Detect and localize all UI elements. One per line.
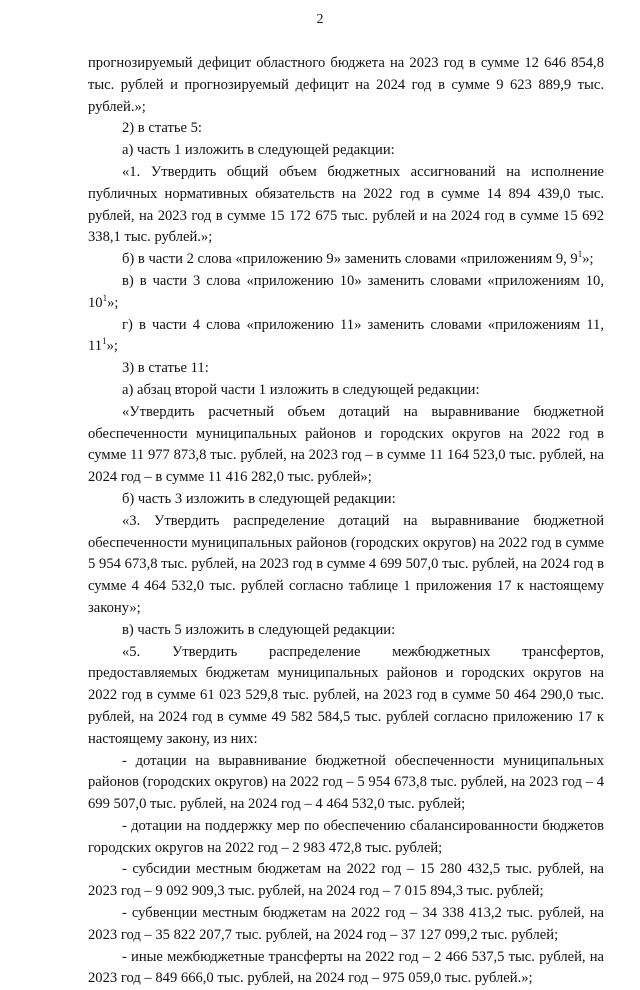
paragraph-article-11-part-b: б) часть 3 изложить в следующей редакции: — [122, 490, 396, 507]
paragraph-article-11-part-v: в) часть 5 изложить в следующей редакции: — [122, 621, 396, 638]
paragraph-article-5-heading: 2) в статье 5: — [122, 120, 202, 137]
paragraph-article-11-part-a: а) абзац второй части 1 изложить в следующей редакции: — [122, 381, 480, 398]
superscript: 1 — [102, 336, 107, 347]
paragraph-article-5-part-v — [88, 271, 604, 315]
list-item-dotations-balance: - дотации на поддержку мер по обеспечению сбалансированности бюджетов городских округов на 2022 год – 2 983 472,8 тыс. рублей; — [88, 817, 604, 856]
paragraph-article-11-part-v-text: «5. Утвердить распределение межбюджетных трансфертов, предоставляемых бюджетам муниципальных районов и городских округов на 2022 год в сумме 61 023 529,8 тыс. рублей, на 2023 год в сумме 50 464 290,0 тыс. рублей, на 2024 год в сумме 49 582 584,5 тыс. рублей согласно приложению 17 к настоящему закону, из них: — [88, 643, 604, 747]
paragraph-text: »; — [106, 338, 118, 355]
page-number: 2 — [316, 12, 324, 27]
list-item-dotations-equalization: - дотации на выравнивание бюджетной обеспеченности муниципальных районов (городских округов) на 2022 год – 5 954 673,8 тыс. рублей, на 2023 год – 4 699 507,0 тыс. рублей, на 2024 год – 4 464 532,0 тыс. рублей; — [88, 752, 604, 813]
superscript: 1 — [577, 249, 583, 260]
paragraph-article-11-heading: 3) в статье 11: — [122, 360, 209, 377]
paragraph-article-5-part-a: а) часть 1 изложить в следующей редакции: — [122, 142, 395, 159]
paragraph-article-5-part-b — [88, 249, 604, 271]
superscript: 1 — [102, 292, 108, 303]
list-item-subsidies: - субсидии местным бюджетам на 2022 год – 15 280 432,5 тыс. рублей, на 2023 год – 9 092 909,3 тыс. рублей, на 2024 год – 7 015 894,3 тыс. рублей; — [88, 861, 604, 900]
list-item-other-transfers: - иные межбюджетные трансферты на 2022 год – 2 466 537,5 тыс. рублей, на 2023 год – 849 666,0 тыс. рублей, на 2024 год – 975 059,0 тыс. рублей.»; — [88, 948, 604, 987]
paragraph-article-5-part-1-text: «1. Утвердить общий объем бюджетных ассигнований на исполнение публичных нормативных обязательств на 2022 год в сумме 14 894 439,0 тыс. рублей, на 2023 год в сумме 15 172 675 тыс. рублей и на 2024 год в сумме 15 692 338,1 тыс. рублей.»; — [88, 163, 604, 246]
paragraph-article-5-part-g — [88, 315, 604, 359]
paragraph-article-11-part-a-text: «Утвердить расчетный объем дотаций на выравнивание бюджетной обеспеченности муниципальных районов и городских округов на 2022 год в сумме 11 977 873,8 тыс. рублей, на 2023 год – в сумме 11 164 523,0 тыс. рублей, на 2024 год – в сумме 11 416 282,0 тыс. рублей»; — [88, 403, 604, 486]
paragraph-text: »; — [582, 251, 594, 268]
paragraph-text: в) в части 3 слова «приложению 10» заменить словами «приложениям 10, 10 — [88, 272, 604, 311]
paragraph-article-11-part-b-text: «3. Утвердить распределение дотаций на выравнивание бюджетной обеспеченности муниципальных районов (городских округов) на 2022 год в сумме 5 954 673,8 тыс. рублей, на 2023 год в сумме 4 699 507,0 тыс. рублей, на 2024 год в сумме 4 464 532,0 тыс. рублей согласно таблице 1 приложения 17 к настоящему закону»; — [88, 512, 604, 616]
paragraph-text: »; — [107, 294, 119, 311]
list-item-subventions: - субвенции местным бюджетам на 2022 год – 34 338 413,2 тыс. рублей, на 2023 год – 35 822 207,7 тыс. рублей, на 2024 год – 37 127 099,2 тыс. рублей; — [88, 905, 604, 943]
paragraph-deficit-continuation: прогнозируемый дефицит областного бюджета на 2023 год в сумме 12 646 854,8 тыс. рублей и прогнозируемый дефицит на 2024 год в сумме 9 623 889,9 тыс. рублей.»; — [88, 55, 604, 115]
document-body — [88, 53, 604, 990]
paragraph-text: г) в части 4 слова «приложению 11» заменить словами «приложениям 11, 11 — [88, 316, 604, 355]
paragraph-text: б) в части 2 слова «приложению 9» заменить словами «приложениям 9, 9 — [122, 251, 578, 268]
